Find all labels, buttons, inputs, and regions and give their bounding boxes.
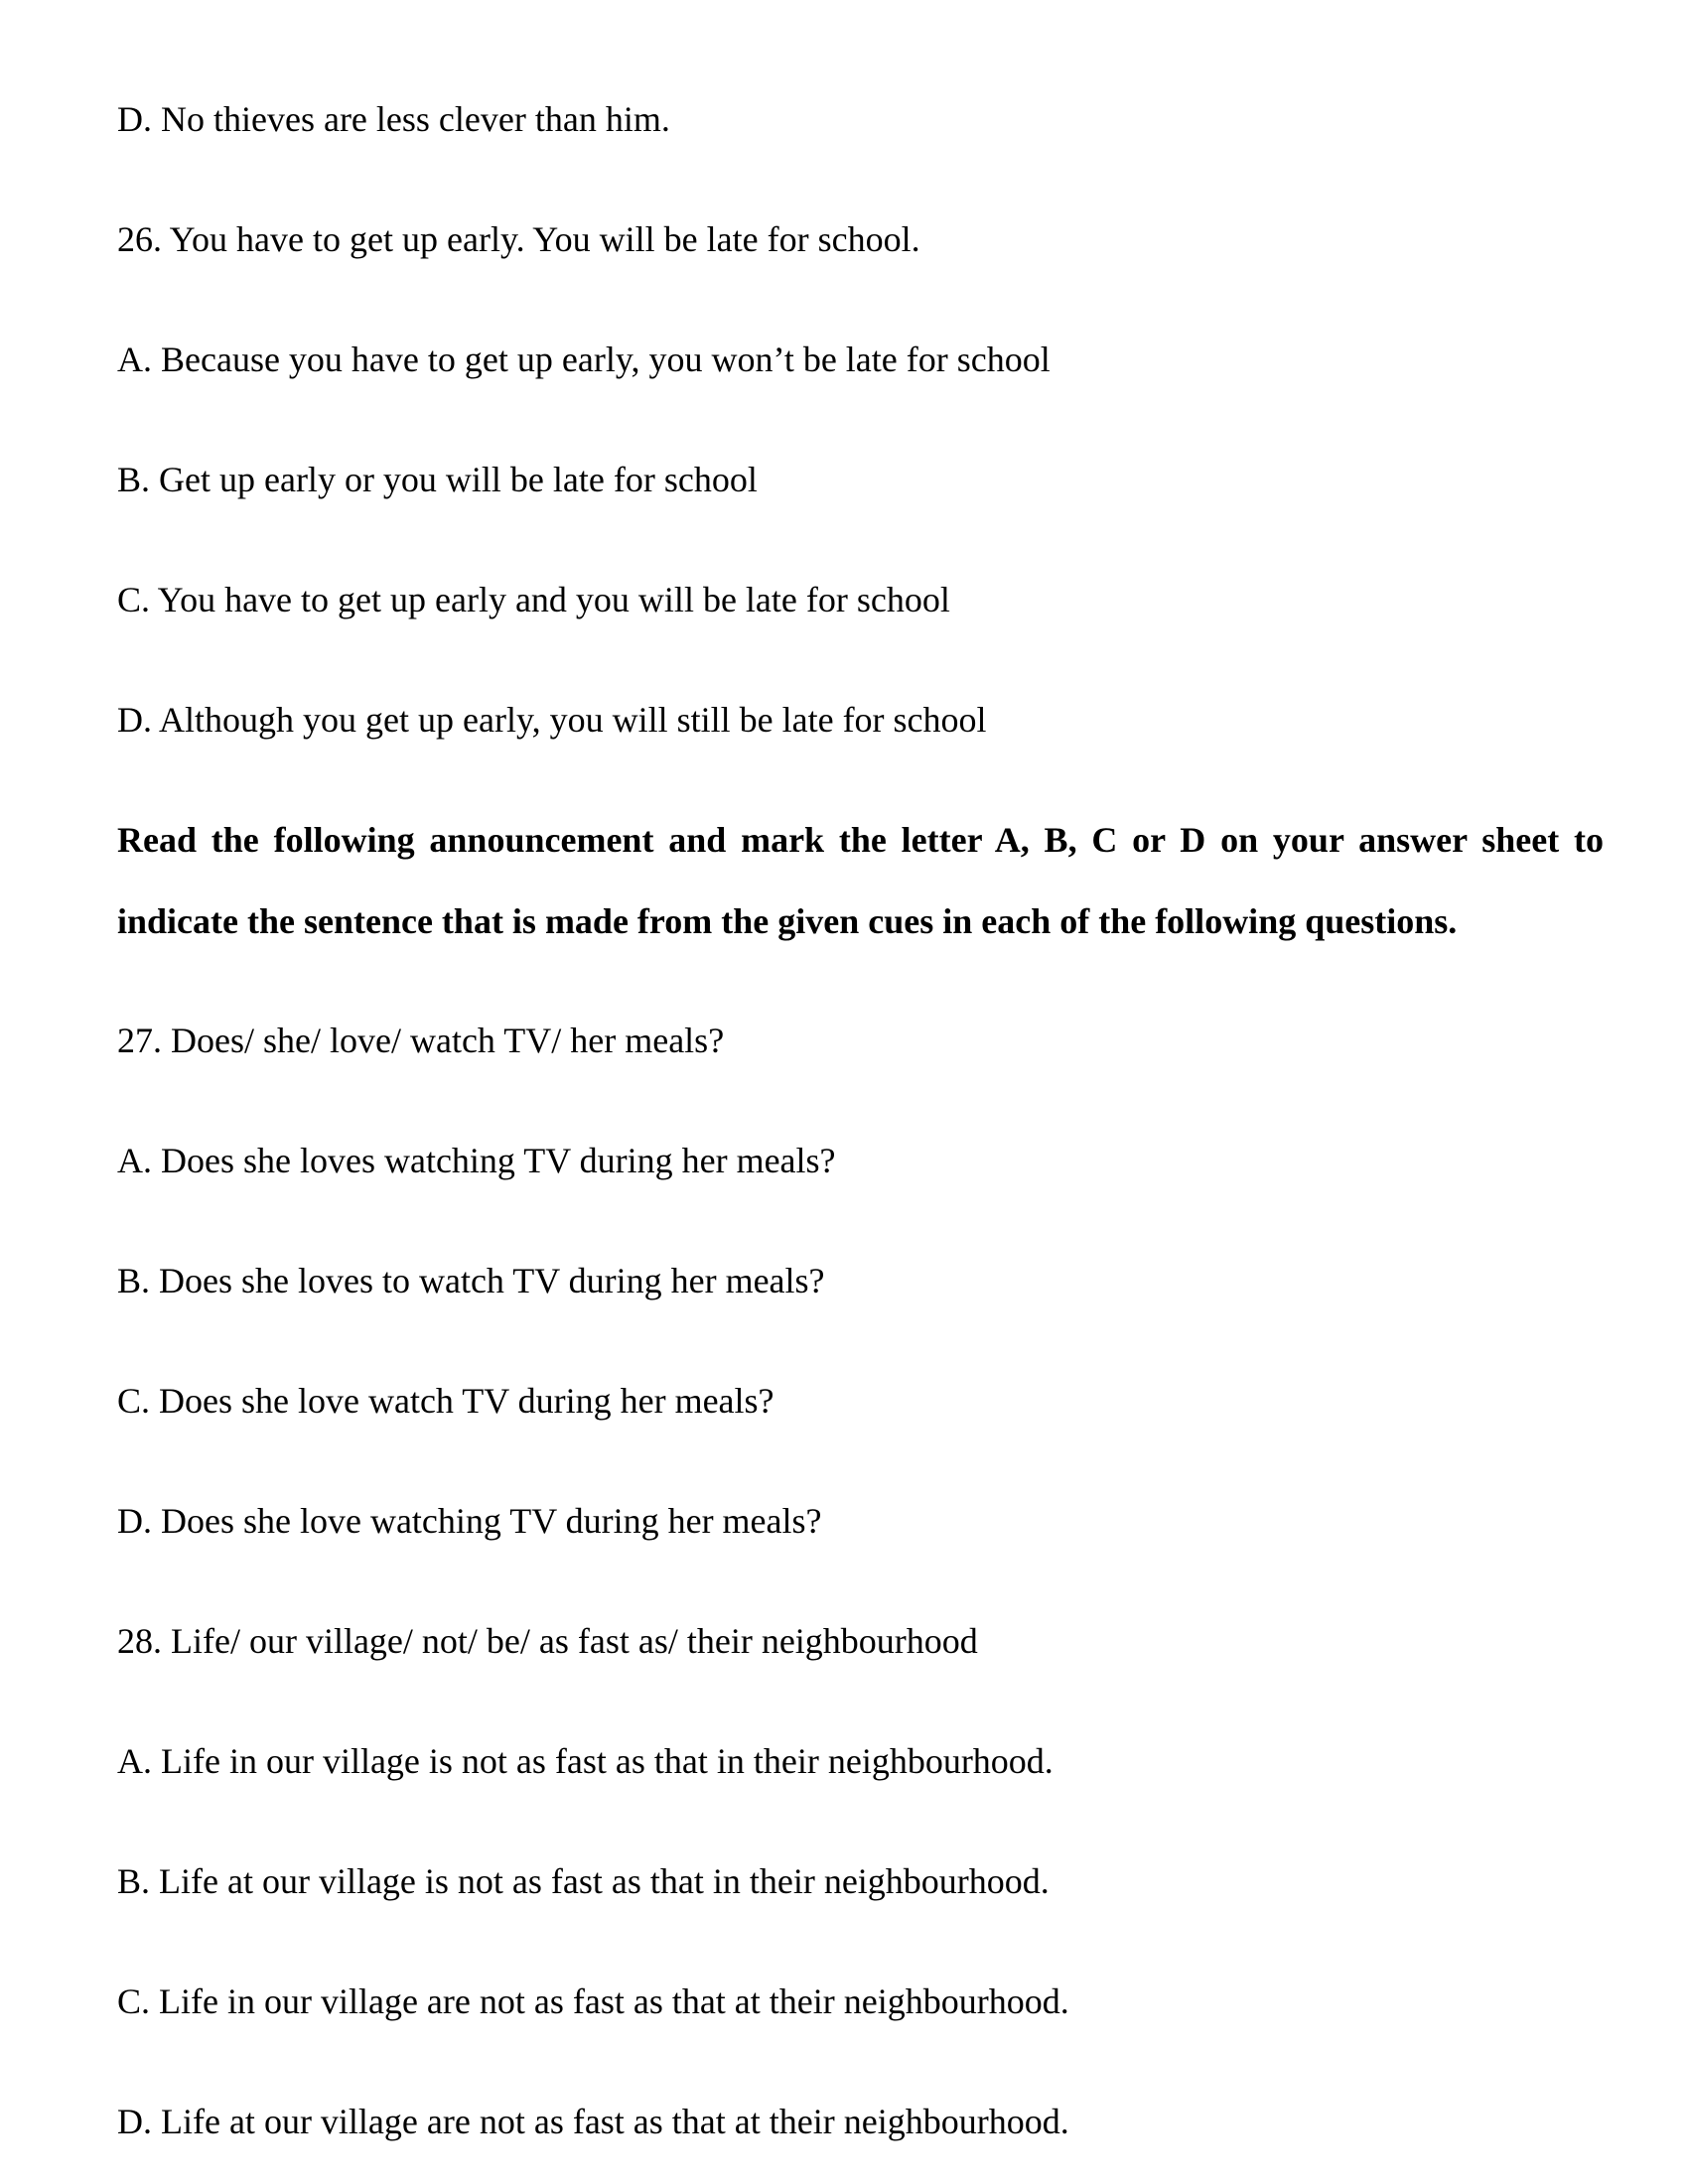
q26-option-d: D. Although you get up early, you will still be late for school <box>117 700 987 740</box>
q27-option-b: B. Does she loves to watch TV during her meals? <box>117 1261 825 1300</box>
q25-option-d: D. No thieves are less clever than him. <box>117 99 670 139</box>
q27-option-a: A. Does she loves watching TV during her meals? <box>117 1141 836 1180</box>
instruction-line-2: indicate the sentence that is made from the given cues in each of the following questions. <box>117 901 1458 941</box>
q26-option-a: A. Because you have to get up early, you won’t be late for school <box>117 340 1051 379</box>
q28-option-c: C. Life in our village are not as fast as that at their neighbourhood. <box>117 1981 1069 2021</box>
q27-stem: 27. Does/ she/ love/ watch TV/ her meals? <box>117 1021 725 1060</box>
q28-option-d: D. Life at our village are not as fast as that at their neighbourhood. <box>117 2102 1069 2141</box>
q26-option-b: B. Get up early or you will be late for school <box>117 460 758 499</box>
q27-option-c: C. Does she love watch TV during her meals? <box>117 1381 774 1421</box>
q26-option-c: C. You have to get up early and you will be late for school <box>117 580 950 619</box>
q28-option-a: A. Life in our village is not as fast as that in their neighbourhood. <box>117 1741 1054 1781</box>
q26-stem: 26. You have to get up early. You will be late for school. <box>117 219 920 259</box>
q28-stem: 28. Life/ our village/ not/ be/ as fast as/ their neighbourhood <box>117 1621 978 1661</box>
instruction-line-1: Read the following announcement and mark the letter A, B, C or D on your answer sheet to <box>117 820 1604 860</box>
section-instruction <box>117 818 1604 943</box>
q27-option-d: D. Does she love watching TV during her meals? <box>117 1501 822 1541</box>
q28-option-b: B. Life at our village is not as fast as that in their neighbourhood. <box>117 1861 1050 1901</box>
